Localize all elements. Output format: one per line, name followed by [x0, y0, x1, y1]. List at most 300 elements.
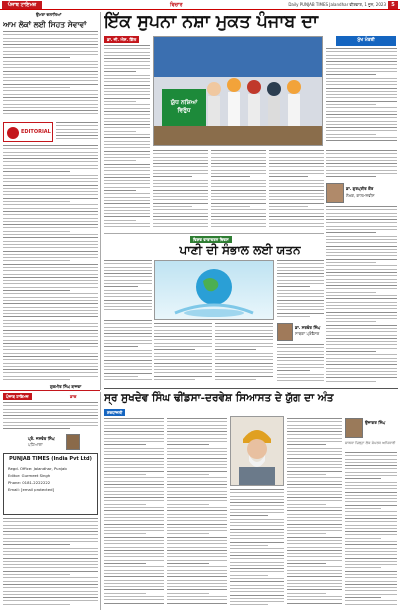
text-line	[345, 478, 381, 479]
text-line	[326, 331, 397, 332]
text-line	[104, 504, 146, 505]
text-line	[154, 372, 212, 373]
text-line	[167, 444, 209, 445]
text-line	[104, 363, 152, 364]
text-line	[3, 600, 98, 601]
text-line	[3, 359, 98, 360]
text-line	[104, 360, 152, 361]
text-line	[104, 91, 150, 92]
globe-water-illustration	[155, 261, 273, 319]
text-line	[104, 333, 152, 334]
text-line	[104, 193, 150, 194]
bottom-story-tag: ਸ਼ਰਧਾਂਜਲੀ	[104, 409, 125, 416]
text-line	[104, 190, 136, 191]
text-line	[153, 213, 208, 214]
text-line	[104, 226, 150, 227]
text-line	[104, 580, 164, 581]
text-line	[167, 481, 227, 482]
text-line	[3, 191, 98, 192]
water-byline-sub: ਸਾਬਕਾ ਪ੍ਰੋਫੈਸਰ	[295, 331, 320, 336]
text-line	[3, 71, 98, 72]
text-line	[3, 67, 98, 68]
text-line	[345, 455, 397, 456]
text-line	[154, 346, 212, 347]
text-line	[167, 583, 227, 584]
text-line	[104, 458, 164, 459]
water-story-col4	[154, 323, 212, 385]
text-line	[167, 484, 227, 485]
text-line	[326, 104, 376, 105]
text-line	[3, 148, 98, 149]
text-line	[3, 38, 98, 39]
text-line	[287, 474, 326, 475]
text-line	[326, 265, 397, 266]
text-line	[277, 290, 324, 291]
water-byline-photo	[277, 323, 293, 341]
text-line	[326, 78, 397, 79]
text-line	[3, 366, 98, 367]
text-line	[3, 564, 98, 565]
text-line	[167, 514, 227, 515]
text-line	[326, 64, 397, 65]
text-line	[167, 530, 227, 531]
text-line	[104, 157, 150, 158]
text-line	[3, 31, 98, 32]
text-line	[167, 434, 227, 435]
text-line	[167, 425, 227, 426]
text-line	[56, 135, 98, 136]
text-line	[287, 477, 342, 478]
text-line	[326, 163, 397, 164]
text-line	[104, 500, 164, 501]
text-line	[3, 428, 70, 429]
text-line	[153, 173, 208, 174]
text-line	[326, 209, 397, 210]
text-line	[211, 193, 266, 194]
text-line	[104, 343, 152, 344]
text-line	[167, 491, 227, 492]
text-line	[3, 326, 98, 327]
text-line	[104, 320, 152, 321]
text-line	[167, 497, 227, 498]
text-line	[3, 113, 98, 114]
text-line	[3, 418, 98, 419]
text-line	[287, 563, 326, 564]
text-line	[211, 153, 266, 154]
text-line	[3, 54, 98, 55]
text-line	[104, 323, 152, 324]
text-line	[326, 315, 397, 316]
text-line	[287, 418, 342, 419]
text-line	[104, 451, 164, 452]
text-line	[104, 216, 150, 217]
text-line	[104, 131, 136, 132]
text-line	[56, 125, 98, 126]
text-line	[230, 555, 284, 556]
text-line	[3, 591, 98, 592]
text-line	[104, 530, 164, 531]
text-line	[3, 270, 98, 271]
text-line	[104, 141, 150, 142]
letters-tag: ਪੰਜਾਬ ਟਾਇਮਜ਼	[3, 393, 32, 400]
text-line	[104, 88, 150, 89]
text-line	[211, 170, 266, 171]
text-line	[345, 521, 397, 522]
text-line	[104, 174, 150, 175]
text-line	[154, 363, 212, 364]
text-line	[3, 274, 98, 275]
text-line	[167, 510, 227, 511]
text-line	[326, 81, 397, 82]
text-line	[104, 127, 150, 128]
text-line	[104, 471, 164, 472]
text-line	[104, 327, 152, 328]
bottom-story-col4	[287, 418, 342, 608]
text-line	[326, 74, 376, 75]
text-line	[211, 157, 266, 158]
text-line	[326, 295, 397, 296]
text-line	[215, 326, 273, 327]
text-line	[3, 567, 98, 568]
page-header-bar	[0, 0, 400, 10]
text-line	[153, 203, 208, 204]
text-line	[230, 489, 284, 490]
bottom-story-col5	[345, 452, 397, 608]
text-line	[104, 563, 146, 564]
text-line	[269, 173, 324, 174]
text-line	[269, 206, 308, 207]
text-line	[326, 239, 397, 240]
text-line	[167, 540, 227, 541]
text-line	[211, 203, 266, 204]
text-line	[269, 170, 324, 171]
text-line	[3, 310, 98, 311]
text-line	[326, 236, 397, 237]
text-line	[3, 587, 98, 588]
text-line	[326, 51, 397, 52]
text-line	[56, 129, 98, 130]
right-byline-sub: ਲੇਖਕ, ਕਾਲਮਨਵੀਸ	[346, 193, 375, 198]
text-line	[104, 263, 152, 264]
text-line	[230, 604, 268, 605]
editorial-body-side	[56, 122, 98, 142]
text-line	[230, 585, 284, 586]
text-line	[287, 461, 342, 462]
text-line	[104, 286, 138, 287]
text-line	[3, 353, 98, 354]
text-line	[104, 276, 152, 277]
text-line	[345, 505, 397, 506]
text-line	[230, 545, 268, 546]
text-line	[153, 166, 208, 167]
portrait-illustration	[231, 417, 283, 485]
text-line	[326, 229, 397, 230]
text-line	[230, 538, 284, 539]
editorial-kicker: ਉਮਰਾ ਦਲਾਲਿਆਂ	[36, 12, 62, 17]
text-line	[277, 296, 324, 297]
text-line	[3, 544, 70, 545]
text-line	[3, 581, 98, 582]
text-line	[230, 502, 284, 503]
text-line	[326, 88, 397, 89]
text-line	[326, 137, 397, 138]
text-line	[269, 186, 324, 187]
text-line	[167, 504, 209, 505]
text-line	[104, 98, 150, 99]
text-line	[104, 467, 164, 468]
text-line	[269, 216, 324, 217]
text-line	[3, 94, 98, 95]
text-line	[104, 350, 152, 351]
text-line	[230, 552, 284, 553]
text-line	[230, 548, 284, 549]
text-line	[104, 540, 164, 541]
text-line	[3, 280, 98, 281]
text-line	[3, 283, 98, 284]
text-line	[104, 164, 150, 165]
text-line	[104, 510, 164, 511]
text-line	[269, 196, 324, 197]
text-line	[3, 597, 98, 598]
text-line	[3, 77, 98, 78]
text-line	[104, 78, 150, 79]
text-line	[345, 587, 397, 588]
text-line	[104, 454, 164, 455]
text-line	[104, 207, 150, 208]
text-line	[326, 48, 397, 49]
text-line	[215, 323, 273, 324]
text-line	[104, 444, 146, 445]
text-line	[104, 330, 152, 331]
text-line	[104, 121, 150, 122]
bottom-byline-sub: ਸਾਬਕਾ ਜ਼ਿਲ੍ਹਾ ਲੋਕ ਸੰਪਰਕ ਅਧਿਕਾਰੀ	[345, 441, 396, 445]
text-line	[287, 451, 342, 452]
text-line	[277, 364, 324, 365]
text-line	[326, 111, 397, 112]
text-line	[3, 47, 98, 48]
text-line	[56, 122, 98, 123]
text-line	[287, 527, 342, 528]
water-story-col6	[277, 344, 324, 385]
text-line	[345, 475, 397, 476]
text-line	[269, 150, 324, 151]
text-line	[3, 349, 70, 350]
text-line	[326, 68, 397, 69]
text-line	[326, 71, 397, 72]
text-line	[345, 511, 397, 512]
text-line	[277, 286, 310, 287]
text-line	[287, 431, 342, 432]
text-line	[104, 45, 150, 46]
text-line	[104, 566, 164, 567]
text-line	[230, 565, 284, 566]
text-line	[277, 263, 324, 264]
text-line	[277, 354, 324, 355]
text-line	[154, 343, 212, 344]
text-line	[230, 509, 284, 510]
text-line	[104, 474, 146, 475]
text-line	[326, 246, 397, 247]
masthead-box	[3, 453, 98, 515]
text-line	[277, 270, 324, 271]
text-line	[326, 361, 397, 362]
text-line	[345, 495, 397, 496]
text-line	[211, 219, 266, 220]
text-line	[104, 464, 164, 465]
text-line	[269, 190, 324, 191]
text-line	[3, 577, 98, 578]
text-line	[104, 418, 164, 419]
text-line	[3, 168, 98, 169]
editorial-body-top	[3, 31, 98, 119]
water-story-tag: ਵਿਸ਼ਵ ਵਾਤਾਵਰਨ ਦਿਵਸ	[190, 236, 232, 243]
text-line	[287, 504, 326, 505]
text-line	[211, 163, 266, 164]
text-line	[104, 306, 152, 307]
text-line	[3, 594, 98, 595]
bottom-story-divider	[104, 388, 398, 389]
text-line	[3, 287, 98, 288]
text-line	[167, 454, 227, 455]
text-line	[3, 571, 98, 572]
text-line	[104, 75, 150, 76]
text-line	[326, 117, 397, 118]
text-line	[345, 597, 381, 598]
text-line	[3, 161, 98, 162]
text-line	[269, 219, 324, 220]
text-line	[104, 487, 164, 488]
text-line	[3, 227, 98, 228]
text-line	[326, 127, 397, 128]
text-line	[104, 48, 150, 49]
text-line	[326, 341, 397, 342]
text-line	[3, 64, 98, 65]
text-line	[153, 183, 208, 184]
text-line	[215, 343, 273, 344]
text-line	[277, 276, 324, 277]
text-line	[104, 61, 150, 62]
text-line	[269, 163, 324, 164]
text-line	[104, 273, 152, 274]
text-line	[3, 402, 98, 403]
text-line	[269, 226, 324, 227]
text-line	[104, 270, 152, 271]
text-line	[215, 366, 273, 367]
text-line	[3, 247, 98, 248]
text-line	[104, 556, 164, 557]
text-line	[153, 160, 208, 161]
text-line	[167, 527, 227, 528]
text-line	[104, 576, 164, 577]
masthead-line1: Regd. Office: Jalandhar, Punjab	[8, 466, 67, 471]
text-line	[104, 379, 152, 380]
text-line	[287, 507, 342, 508]
text-line	[230, 578, 284, 579]
text-line	[104, 65, 150, 66]
text-line	[3, 604, 70, 605]
masthead-line3: Phone: 0181-2222222	[8, 480, 51, 485]
text-line	[215, 356, 273, 357]
text-line	[167, 500, 227, 501]
text-line	[154, 333, 212, 334]
text-line	[3, 104, 98, 105]
text-line	[3, 561, 98, 562]
main-story-col4	[269, 150, 324, 230]
text-line	[3, 300, 98, 301]
text-line	[326, 219, 397, 220]
text-line	[167, 573, 227, 574]
text-line	[3, 307, 98, 308]
text-line	[3, 521, 98, 522]
text-line	[287, 471, 342, 472]
text-line	[3, 369, 98, 370]
text-line	[287, 550, 342, 551]
text-line	[345, 492, 397, 493]
text-line	[277, 344, 324, 345]
text-line	[167, 603, 227, 604]
text-line	[345, 584, 397, 585]
text-line	[345, 604, 397, 605]
text-line	[326, 259, 397, 260]
text-line	[277, 293, 324, 294]
text-line	[3, 145, 98, 146]
editorial-headline: ਆਮ ਲੋਕਾਂ ਲਈ ਸਿਹਤ ਸੇਵਾਵਾਂ	[3, 20, 87, 29]
text-line	[287, 494, 342, 495]
text-line	[104, 55, 150, 56]
text-line	[3, 90, 98, 91]
text-line	[326, 166, 397, 167]
text-line	[230, 515, 268, 516]
text-line	[215, 346, 273, 347]
text-line	[269, 213, 324, 214]
text-line	[104, 151, 150, 152]
text-line	[287, 425, 342, 426]
page-number: 5	[388, 1, 398, 9]
text-line	[215, 353, 273, 354]
text-line	[326, 282, 397, 283]
text-line	[326, 206, 397, 207]
text-line	[153, 176, 192, 177]
text-line	[104, 134, 150, 135]
text-line	[211, 213, 266, 214]
text-line	[287, 540, 342, 541]
text-line	[230, 492, 284, 493]
text-line	[104, 520, 164, 521]
text-line	[230, 525, 284, 526]
text-line	[3, 343, 98, 344]
text-line	[3, 336, 98, 337]
text-line	[211, 190, 266, 191]
text-line	[211, 186, 266, 187]
text-line	[326, 348, 397, 349]
text-line	[326, 213, 397, 214]
text-line	[230, 499, 284, 500]
text-line	[154, 323, 212, 324]
water-byline-name: ਡਾ. ਸਤਵੰਤ ਸਿੰਘ	[295, 325, 321, 330]
text-line	[345, 501, 397, 502]
text-line	[3, 84, 98, 85]
text-line	[167, 580, 227, 581]
text-line	[326, 351, 376, 352]
text-line	[326, 176, 376, 177]
text-line	[167, 428, 227, 429]
text-line	[277, 300, 324, 301]
text-line	[3, 538, 98, 539]
text-line	[326, 58, 397, 59]
text-line	[215, 336, 273, 337]
text-line	[230, 588, 284, 589]
text-line	[287, 454, 342, 455]
